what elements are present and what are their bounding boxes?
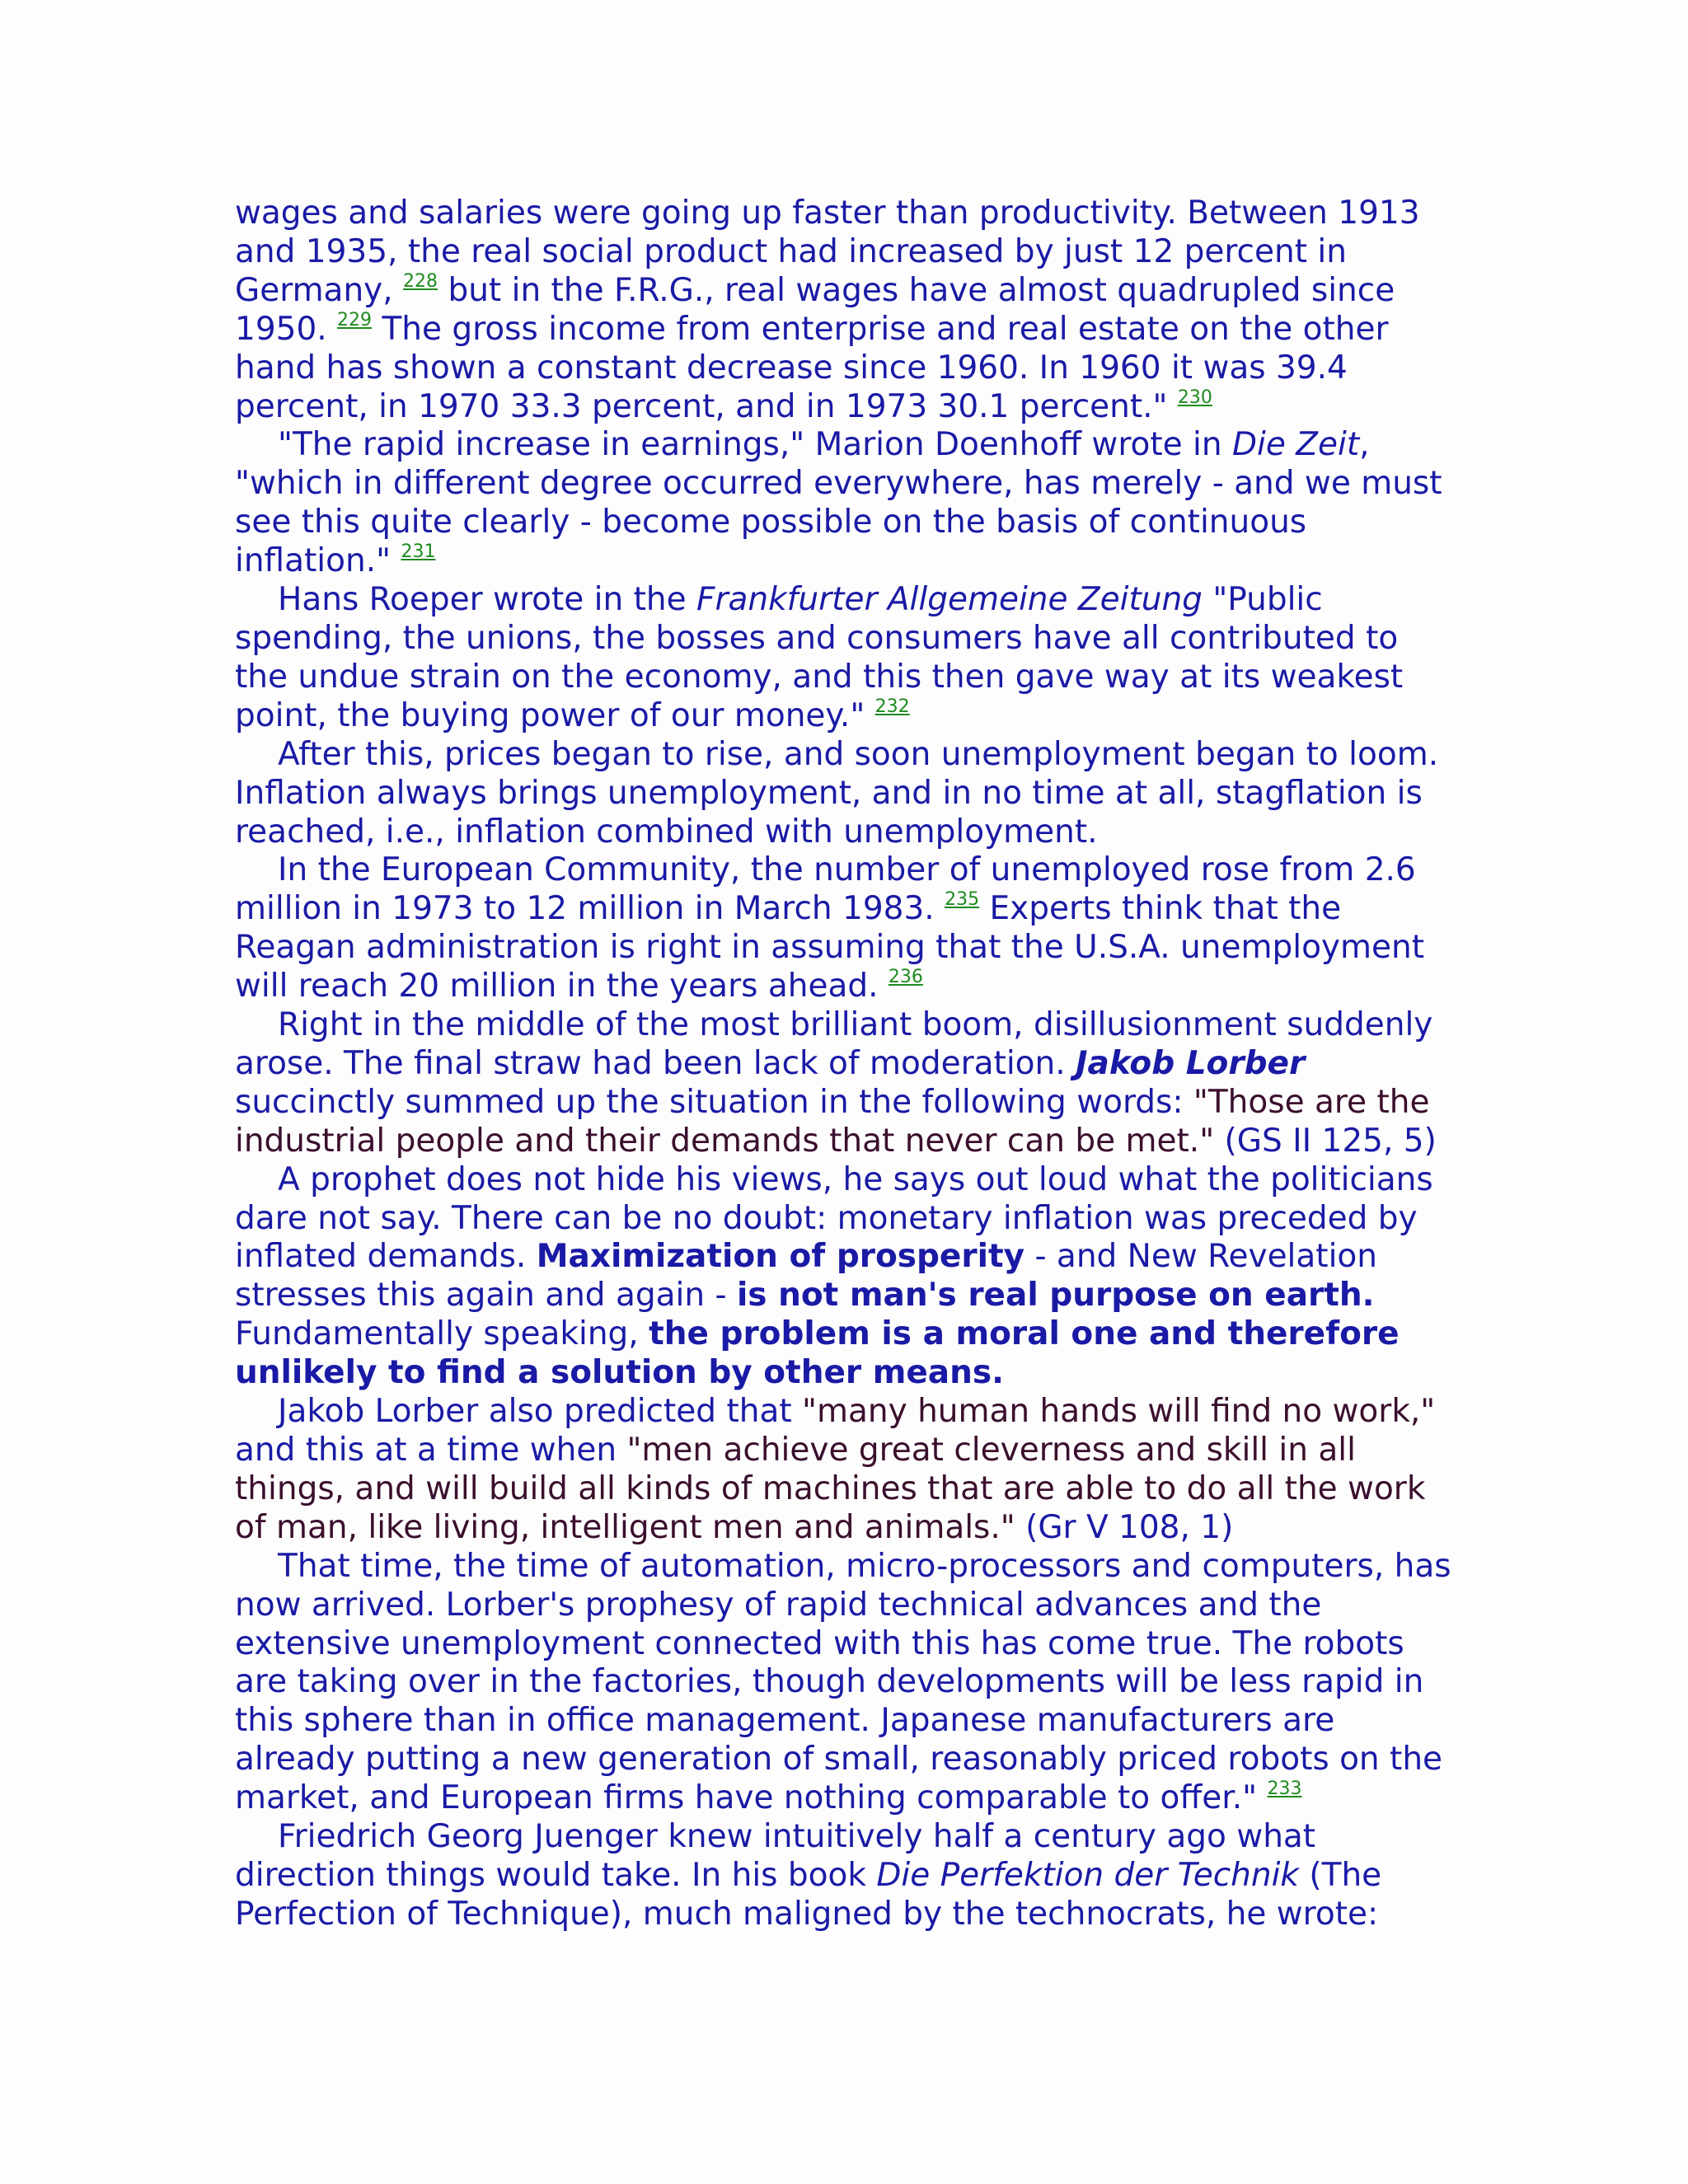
paragraph-text: "Public spending, the unions, the bosses and consumers have all contributed to the undue strain on the economy, and this then gave way at its weakest point, the buying power of our money." bbox=[235, 581, 1404, 734]
paragraph-8 bbox=[235, 1393, 1455, 1548]
paragraph-3 bbox=[235, 581, 1455, 736]
paragraph-text: Right in the middle of the most brilliant boom, disillusionment suddenly arose. The final straw had been lack of moderation. bbox=[235, 1006, 1433, 1082]
publication-title: Frankfurter Allgemeine Zeitung bbox=[696, 581, 1203, 619]
book-title: Die Perfektion der Technik bbox=[876, 1856, 1300, 1894]
lorber-quote: "many human hands will find no work," bbox=[802, 1393, 1436, 1431]
paragraph-text: That time, the time of automation, micro-processors and computers, has now arrived. Lorber's prophesy of rapid technical advances and the extensive unemployment connected with this has come true. The robots are taking over in the factories, though developments will be less rapid in this sphere than in office management. Japanese manufacturers are already putting a new generation of small, reasonably priced robots on the market, and European firms have nothing comparable to offer." bbox=[235, 1547, 1451, 1817]
paragraph-text: "The rapid increase in earnings," Marion Doenhoff wrote in bbox=[278, 426, 1233, 464]
lorber-quote: "Those are the industrial people and their demands that never can be met." bbox=[235, 1083, 1430, 1160]
paragraph-5 bbox=[235, 851, 1455, 1006]
paragraph-text: succinctly summed up the situation in the following words: bbox=[235, 1083, 1193, 1121]
paragraph-text: A prophet does not hide his views, he says out loud what the politicians dare not say. There can be no doubt: monetary inflation was preceded by inflated demands. bbox=[235, 1160, 1433, 1276]
footnote-link[interactable]: 236 bbox=[888, 967, 923, 988]
emphasis: is not man's real purpose on earth. bbox=[736, 1277, 1375, 1315]
author-name: Jakob Lorber bbox=[1076, 1044, 1306, 1082]
paragraph-6 bbox=[235, 1006, 1455, 1161]
footnote-link[interactable]: 235 bbox=[945, 889, 980, 911]
footnote-link[interactable]: 233 bbox=[1267, 1779, 1302, 1800]
paragraph-2 bbox=[235, 426, 1455, 581]
paragraph-text: Fundamentally speaking, bbox=[235, 1315, 649, 1353]
emphasis: the problem is a moral one and therefore unlikely to find a solution by other means. bbox=[235, 1315, 1400, 1392]
paragraph-text: (The Perfection of Technique), much maligned by the technocrats, he wrote: bbox=[235, 1856, 1382, 1933]
paragraph-1 bbox=[235, 194, 1455, 426]
paragraph-text: but in the F.R.G., real wages have almost quadrupled since 1950. bbox=[235, 271, 1395, 348]
paragraph-7 bbox=[235, 1161, 1455, 1393]
footnote-link[interactable]: 230 bbox=[1177, 387, 1212, 408]
paragraph-text: In the European Community, the number of unemployed rose from 2.6 million in 1973 to 12 million in March 1983. bbox=[235, 851, 1416, 928]
footnote-link[interactable]: 231 bbox=[401, 541, 436, 563]
footnote-link[interactable]: 228 bbox=[403, 270, 438, 292]
paragraph-text: Hans Roeper wrote in the bbox=[278, 581, 697, 619]
paragraph-text: - and New Revelation stresses this again and again - bbox=[235, 1238, 1377, 1315]
footnote-link[interactable]: 232 bbox=[874, 696, 910, 717]
citation: (Gr V 108, 1) bbox=[1015, 1508, 1234, 1546]
document-page bbox=[235, 194, 1455, 1934]
paragraph-text: Friedrich Georg Juenger knew intuitively half a century ago what direction things would take. In his book bbox=[235, 1818, 1316, 1894]
paragraph-text: and this at a time when bbox=[235, 1432, 627, 1469]
publication-title: Die Zeit bbox=[1232, 426, 1360, 464]
paragraph-4: After this, prices began to rise, and soon unemployment began to loom. Inflation always brings unemployment, and in no time at all, stagflation is reached, i.e., inflation combined with unemployment. bbox=[235, 735, 1439, 851]
paragraph-text: wages and salaries were going up faster than productivity. Between 1913 and 1935, the real social product had increased by just 12 percent in Germany, bbox=[235, 194, 1420, 309]
paragraph-text: Jakob Lorber also predicted that bbox=[278, 1393, 803, 1431]
paragraph-9 bbox=[235, 1548, 1455, 1818]
footnote-link[interactable]: 229 bbox=[337, 309, 373, 330]
lorber-quote: "men achieve great cleverness and skill in all things, and will build all kinds of machines that are able to do all the work of man, like living, intelligent men and animals." bbox=[235, 1432, 1426, 1546]
paragraph-10 bbox=[235, 1818, 1455, 1934]
paragraph-text: , "which in different degree occurred everywhere, has merely - and we must see this quite clearly - become possible on the basis of continuous inflation." bbox=[235, 426, 1442, 580]
emphasis: Maximization of prosperity bbox=[536, 1238, 1025, 1276]
paragraph-text: The gross income from enterprise and real estate on the other hand has shown a constant decrease since 1960. In 1960 it was 39.4 percent, in 1970 33.3 percent, and in 1973 30.1 percent." bbox=[235, 310, 1389, 425]
paragraph-text: Experts think that the Reagan administration is right in assuming that the U.S.A. unemployment will reach 20 million in the years ahead. bbox=[235, 890, 1424, 1005]
citation: (GS II 125, 5) bbox=[1214, 1122, 1437, 1160]
